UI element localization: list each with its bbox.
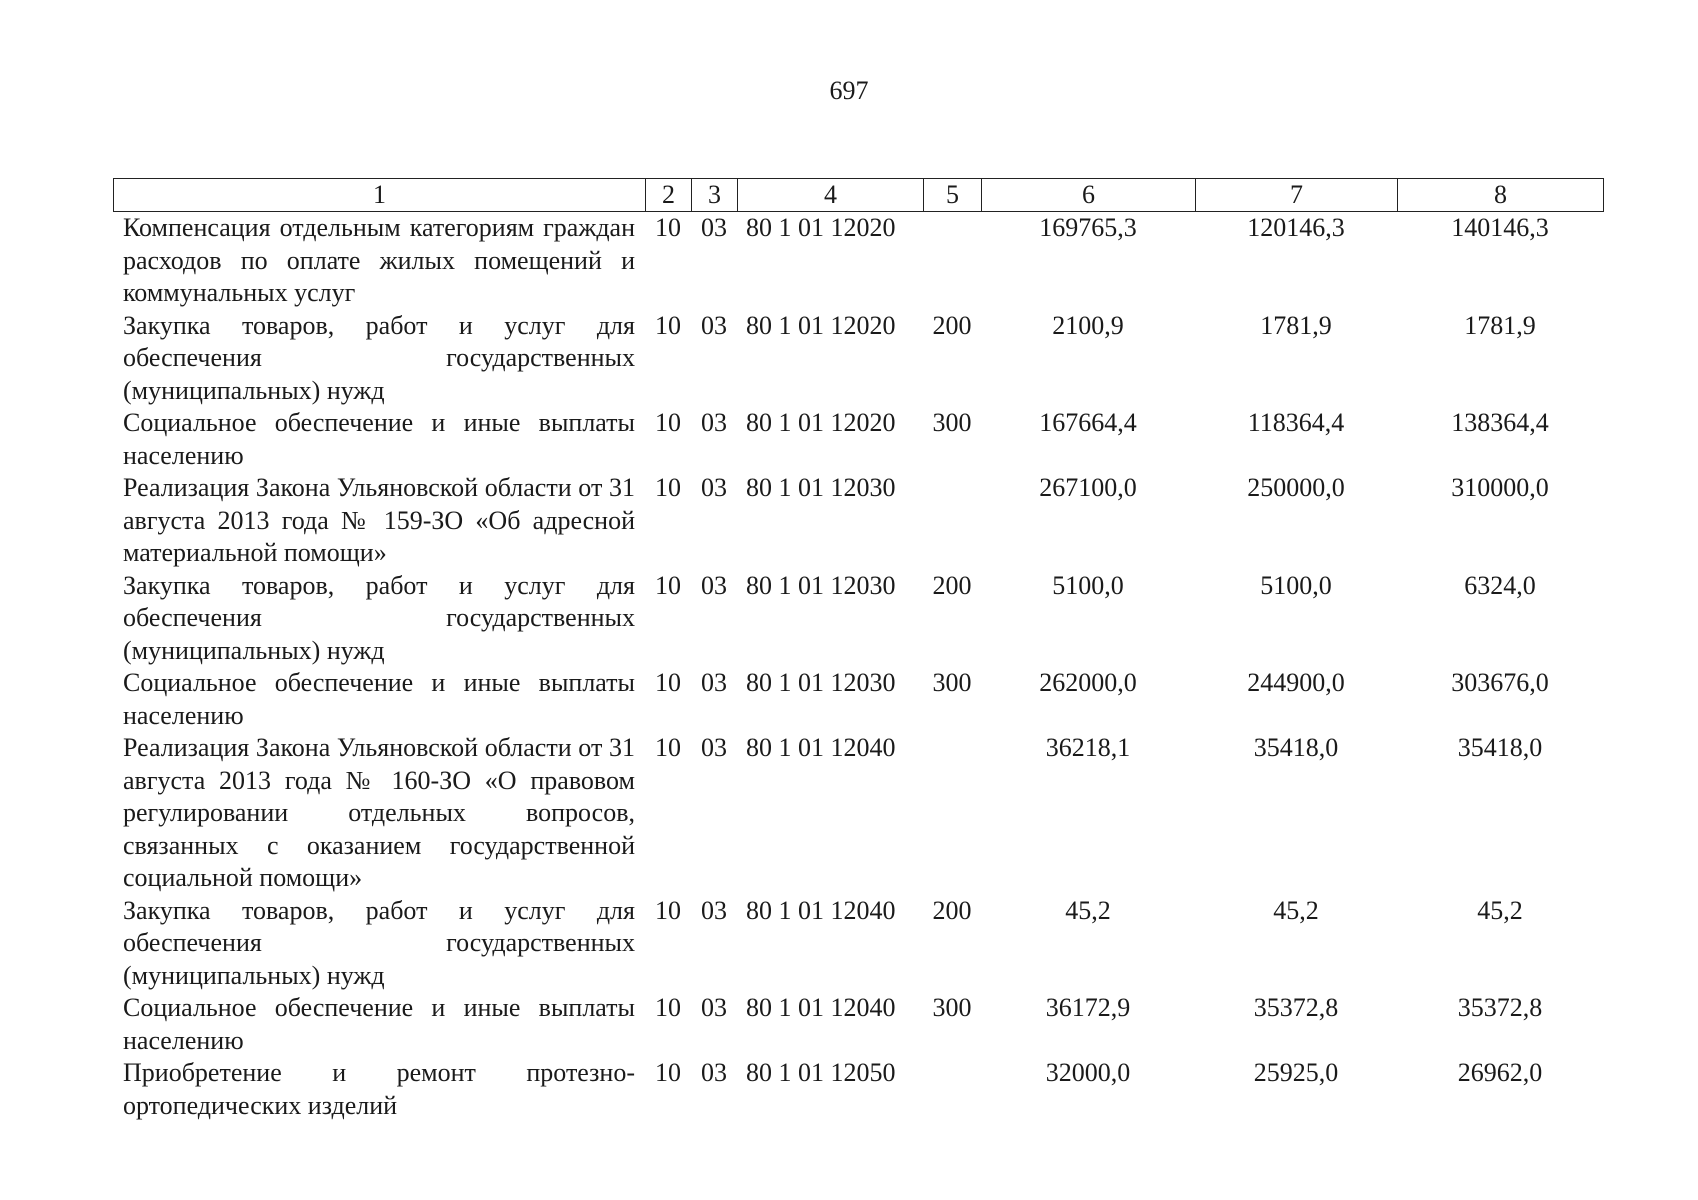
budget-table <box>113 212 1603 1122</box>
header-col-1: 1 <box>114 179 646 212</box>
header-col-7: 7 <box>1196 179 1398 212</box>
header-col-3: 3 <box>692 179 738 212</box>
row-amount-col6: 2100,9 <box>1052 310 1124 340</box>
row-expense-type <box>923 732 981 895</box>
row-name: Компенсация отдельным категориям граждан расходов по оплате жилых помещений и коммунальных услуг <box>123 213 635 307</box>
row-subsection-code: 03 <box>701 473 727 502</box>
row-section-code: 10 <box>655 473 681 502</box>
row-subsection-code: 03 <box>701 570 727 600</box>
table-row <box>113 570 1603 668</box>
row-expense-type: 200 <box>932 570 972 600</box>
row-subsection-code: 03 <box>701 993 727 1022</box>
table-header <box>113 178 1604 212</box>
row-amount-col6: 267100,0 <box>1039 473 1137 502</box>
row-amount-col7: 45,2 <box>1273 895 1319 925</box>
table-row <box>113 1057 1603 1122</box>
row-target-article: 80 1 01 12020 <box>746 310 896 340</box>
row-amount-col8: 45,2 <box>1477 895 1523 925</box>
row-expense-type <box>923 1057 981 1122</box>
table-row <box>113 667 1603 732</box>
row-amount-col6: 262000,0 <box>1039 668 1137 697</box>
row-amount-col6: 169765,3 <box>1039 213 1137 242</box>
row-section-code: 10 <box>655 1058 681 1087</box>
row-expense-type <box>923 472 981 570</box>
row-expense-type <box>923 212 981 310</box>
row-amount-col8: 6324,0 <box>1464 570 1536 600</box>
row-amount-col8: 303676,0 <box>1451 668 1549 697</box>
row-target-article: 80 1 01 12020 <box>746 213 896 242</box>
row-section-code: 10 <box>655 668 681 697</box>
row-amount-col7: 5100,0 <box>1260 570 1332 600</box>
row-amount-col7: 118364,4 <box>1247 408 1345 437</box>
row-amount-col8: 140146,3 <box>1451 213 1549 242</box>
row-amount-col7: 120146,3 <box>1247 213 1345 242</box>
row-subsection-code: 03 <box>701 408 727 437</box>
header-col-5: 5 <box>924 179 982 212</box>
table-row <box>113 310 1603 408</box>
row-amount-col7: 35418,0 <box>1253 733 1339 762</box>
row-expense-type: 300 <box>932 408 972 437</box>
row-expense-type: 200 <box>932 310 972 340</box>
row-target-article: 80 1 01 12040 <box>746 993 896 1022</box>
row-amount-col6: 32000,0 <box>1045 1058 1131 1087</box>
page-number: 697 <box>829 76 869 105</box>
row-name: Закупка товаров, работ и услуг для обеспечения государственных (муниципальных) нужд <box>123 310 635 405</box>
row-name: Закупка товаров, работ и услуг для обеспечения государственных (муниципальных) нужд <box>123 895 635 990</box>
row-name: Социальное обеспечение и иные выплаты населению <box>123 408 635 470</box>
table-row <box>113 212 1603 310</box>
row-amount-col6: 167664,4 <box>1039 408 1137 437</box>
row-section-code: 10 <box>655 733 681 762</box>
row-amount-col7: 25925,0 <box>1253 1058 1339 1087</box>
header-col-6: 6 <box>982 179 1196 212</box>
row-name: Закупка товаров, работ и услуг для обеспечения государственных (муниципальных) нужд <box>123 570 635 665</box>
row-name: Приобретение и ремонт протезно-ортопедических изделий <box>123 1058 635 1120</box>
row-target-article: 80 1 01 12030 <box>746 473 896 502</box>
row-expense-type: 300 <box>932 668 972 697</box>
row-target-article: 80 1 01 12020 <box>746 408 896 437</box>
table-row <box>113 895 1603 993</box>
header-col-8: 8 <box>1398 179 1604 212</box>
row-subsection-code: 03 <box>701 895 727 925</box>
row-amount-col7: 250000,0 <box>1247 473 1345 502</box>
row-subsection-code: 03 <box>701 213 727 242</box>
row-section-code: 10 <box>655 213 681 242</box>
row-section-code: 10 <box>655 895 681 925</box>
row-section-code: 10 <box>655 993 681 1022</box>
row-subsection-code: 03 <box>701 733 727 762</box>
row-amount-col7: 35372,8 <box>1253 993 1339 1022</box>
row-target-article: 80 1 01 12050 <box>746 1058 896 1087</box>
table-row <box>113 407 1603 472</box>
row-section-code: 10 <box>655 310 681 340</box>
table-row <box>113 472 1603 570</box>
row-subsection-code: 03 <box>701 1058 727 1087</box>
row-amount-col8: 138364,4 <box>1451 408 1549 437</box>
row-amount-col8: 35372,8 <box>1457 993 1543 1022</box>
row-target-article: 80 1 01 12040 <box>746 895 896 925</box>
row-amount-col6: 45,2 <box>1065 895 1111 925</box>
row-section-code: 10 <box>655 408 681 437</box>
table-row <box>113 732 1603 895</box>
row-amount-col7: 244900,0 <box>1247 668 1345 697</box>
header-col-2: 2 <box>646 179 692 212</box>
table-row <box>113 992 1603 1057</box>
header-col-4: 4 <box>738 179 924 212</box>
row-name: Социальное обеспечение и иные выплаты населению <box>123 993 635 1055</box>
row-amount-col7: 1781,9 <box>1260 310 1332 340</box>
row-name: Социальное обеспечение и иные выплаты населению <box>123 668 635 730</box>
row-amount-col8: 1781,9 <box>1464 310 1536 340</box>
row-subsection-code: 03 <box>701 310 727 340</box>
row-amount-col6: 36218,1 <box>1045 733 1131 762</box>
row-name: Реализация Закона Ульяновской области от 31 августа 2013 года № 159-ЗО «Об адресной материальной помощи» <box>123 473 635 567</box>
row-target-article: 80 1 01 12030 <box>746 668 896 697</box>
row-section-code: 10 <box>655 570 681 600</box>
row-amount-col6: 5100,0 <box>1052 570 1124 600</box>
row-amount-col8: 35418,0 <box>1457 733 1543 762</box>
row-expense-type: 300 <box>932 993 972 1022</box>
row-amount-col8: 310000,0 <box>1451 473 1549 502</box>
row-amount-col6: 36172,9 <box>1045 993 1131 1022</box>
table-body <box>113 212 1603 1122</box>
row-amount-col8: 26962,0 <box>1457 1058 1543 1087</box>
row-name: Реализация Закона Ульяновской области от 31 августа 2013 года № 160-ЗО «О правовом регулировании отдельных вопросов, связанных с оказанием государственной социальной помощи» <box>123 733 635 892</box>
row-expense-type: 200 <box>932 895 972 925</box>
row-target-article: 80 1 01 12040 <box>746 733 896 762</box>
row-target-article: 80 1 01 12030 <box>746 570 896 600</box>
row-subsection-code: 03 <box>701 668 727 697</box>
